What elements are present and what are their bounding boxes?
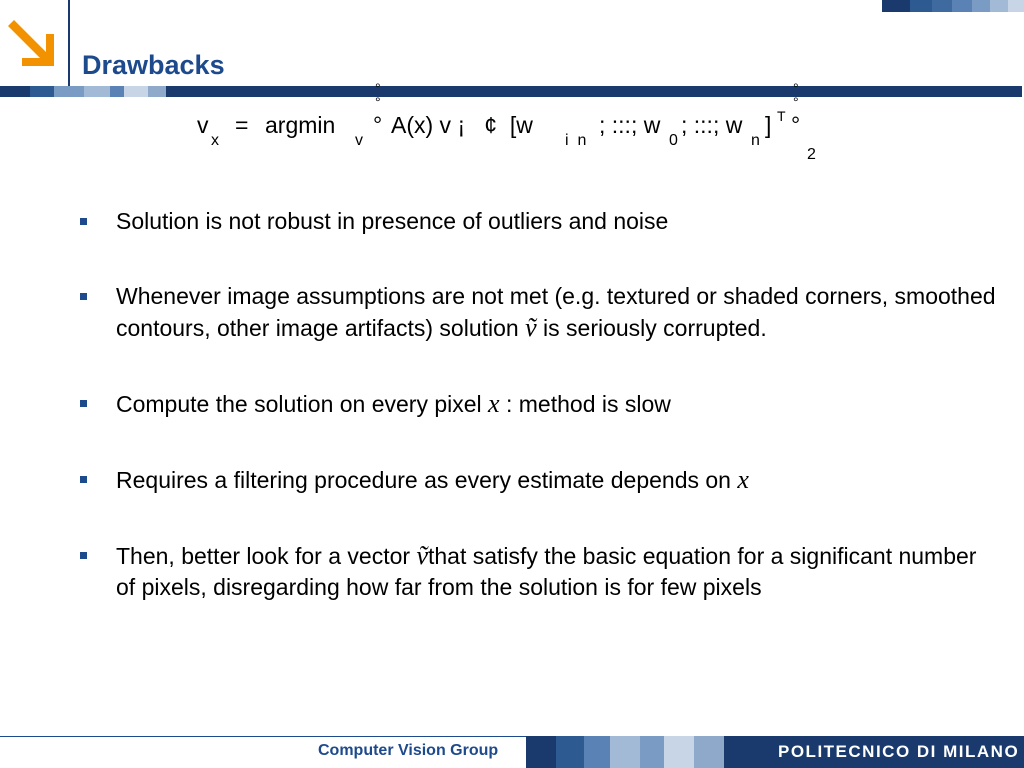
bullet-square-icon (80, 400, 87, 407)
arrow-logo-icon (0, 0, 68, 86)
formula-transpose: T (777, 108, 786, 124)
formula-argmin: argmin (265, 112, 336, 138)
formula-norm-dot-2: ° (375, 94, 381, 110)
formula-argmin-sub: v (355, 132, 363, 149)
list-item (78, 206, 998, 237)
formula-body: A(x) v ¡ ¢ [w (391, 112, 533, 138)
formula-norm-dot-1: ° (375, 80, 381, 96)
argmin-formula (195, 80, 835, 170)
bullet-text: Compute the solution on every pixel (116, 391, 482, 417)
list-item (78, 540, 998, 603)
logo (0, 0, 68, 86)
formula-norm-open: ° (373, 112, 383, 138)
university-name: POLITECNICO DI MILANO (778, 742, 1020, 761)
formula-w-sub: i n (565, 132, 587, 149)
formula-equals: = (235, 112, 249, 138)
formula-w0-sub: 0 (669, 132, 678, 149)
list-item (78, 464, 998, 496)
list-item (78, 388, 998, 420)
bullet-square-icon (80, 218, 87, 225)
formula-norm-dot-3: ° (793, 80, 799, 96)
bullet-text: : method is slow (505, 391, 671, 417)
formula-lhs: v (197, 112, 209, 138)
math-symbol-v-tilde: ṽ (525, 313, 537, 342)
slide-title: Drawbacks (82, 50, 225, 80)
formula-norm-close: ° (791, 112, 801, 138)
footer-group-name: Computer Vision Group (318, 742, 499, 759)
top-stripes (882, 0, 1024, 12)
bullet-text: is seriously corrupted. (543, 315, 767, 341)
bullet-text: Requires a filtering procedure as every estimate depends on (116, 467, 731, 493)
bullet-text: Whenever image assumptions are not met (e.g. textured or shaded corners, smoothed contours, other image artifacts) solution (116, 283, 996, 341)
formula-lhs-sub: x (211, 132, 219, 149)
formula-middle: ; :::; w (599, 112, 661, 138)
header-divider (68, 0, 70, 86)
bullet-square-icon (80, 552, 87, 559)
formula-middle2: ; :::; w (681, 112, 743, 138)
bullet-list (78, 206, 998, 603)
bullet-text: that satisfy the basic equation for a significant number of pixels, disregarding how far from the solution is for few pixels (116, 543, 977, 600)
math-symbol-x: x (488, 389, 500, 418)
formula-norm-dot-4: ° (793, 94, 799, 110)
formula-close: ] (765, 112, 772, 138)
formula-norm-sub: 2 (807, 146, 816, 163)
bullet-square-icon (80, 476, 87, 483)
math-symbol-v-tilde: ṽ (416, 541, 428, 570)
list-item (78, 281, 998, 344)
formula-wn-sub: n (751, 132, 760, 149)
bullet-text: Solution is not robust in presence of outliers and noise (116, 208, 669, 234)
footer-divider (0, 736, 526, 737)
bullet-text: Then, better look for a vector (116, 543, 411, 569)
bullet-square-icon (80, 293, 87, 300)
math-symbol-x: x (737, 465, 749, 494)
